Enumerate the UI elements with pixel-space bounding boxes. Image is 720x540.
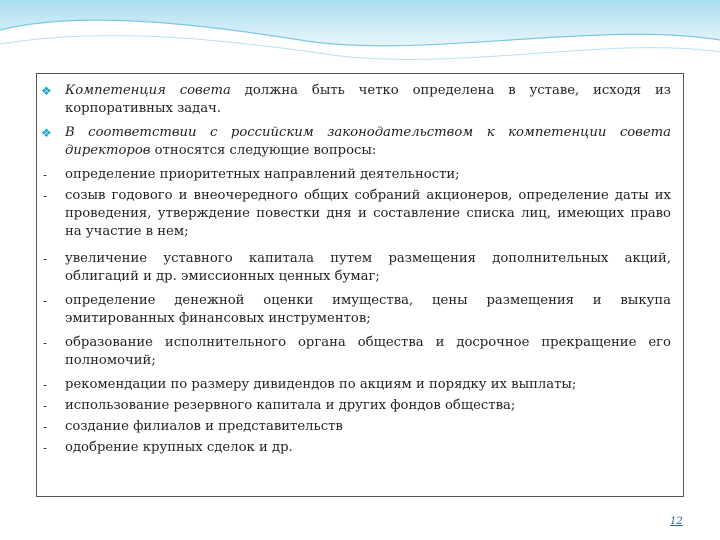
list-item-text: [65, 82, 671, 118]
list-item: [37, 292, 683, 328]
decorative-header-wave: [0, 0, 720, 70]
dash-bullet: -: [43, 378, 48, 392]
list-item: [37, 82, 683, 118]
dash-bullet: -: [43, 336, 48, 350]
list-item: [37, 418, 683, 436]
list-item-text: [65, 334, 671, 370]
dash-bullet: -: [43, 252, 48, 266]
dash-bullet: -: [43, 168, 48, 182]
list-item: [37, 124, 683, 160]
content-box: [36, 73, 684, 497]
diamond-bullet-icon: ❖: [41, 84, 52, 98]
page-number: 12: [670, 516, 683, 527]
dash-bullet: -: [43, 294, 48, 308]
text-segment: должна быть четко определена в уставе, исходя из корпоративных задач.: [65, 83, 671, 116]
text-segment: одобрение крупных сделок и др.: [65, 440, 293, 455]
dash-bullet: -: [43, 420, 48, 434]
text-segment: увеличение уставного капитала путем размещения дополнительных акций, облигаций и др. эмиссионных ценных бумаг;: [65, 251, 671, 284]
list-item-text: [65, 124, 671, 160]
list-item-text: [65, 439, 671, 457]
list-item-text: [65, 250, 671, 286]
text-segment: создание филиалов и представительств: [65, 419, 343, 434]
text-segment: образование исполнительного органа общества и досрочное прекращение его полномочий;: [65, 335, 671, 368]
list-item-text: [65, 166, 671, 184]
list-item: [37, 439, 683, 457]
text-segment: рекомендации по размеру дивидендов по акциям и порядку их выплаты;: [65, 377, 577, 392]
text-segment: В соответствии с российским законодательством к компетенции совета директоров: [65, 125, 671, 158]
list-item: [37, 187, 683, 241]
text-segment: относятся следующие вопросы:: [150, 143, 377, 158]
list-item-text: [65, 376, 671, 394]
text-segment: определение денежной оценки имущества, цены размещения и выкупа эмитированных финансовых инструментов;: [65, 293, 671, 326]
list-item-text: [65, 397, 671, 415]
text-segment: созыв годового и внеочередного общих собраний акционеров, определение даты их проведения, утверждение повестки дня и составление списка лиц, имеющих право на участие в нем;: [65, 188, 671, 239]
text-segment: определение приоритетных направлений деятельности;: [65, 167, 460, 182]
text-segment: Компетенция совета: [65, 83, 231, 98]
list-item: [37, 250, 683, 286]
diamond-bullet-icon: ❖: [41, 126, 52, 140]
dash-bullet: -: [43, 441, 48, 455]
list-item-text: [65, 292, 671, 328]
list-item: [37, 397, 683, 415]
list-item: [37, 166, 683, 184]
dash-bullet: -: [43, 189, 48, 203]
text-segment: использование резервного капитала и других фондов общества;: [65, 398, 516, 413]
dash-bullet: -: [43, 399, 48, 413]
list-item: [37, 334, 683, 370]
list-item: [37, 376, 683, 394]
list-item-text: [65, 418, 671, 436]
list-item-text: [65, 187, 671, 241]
